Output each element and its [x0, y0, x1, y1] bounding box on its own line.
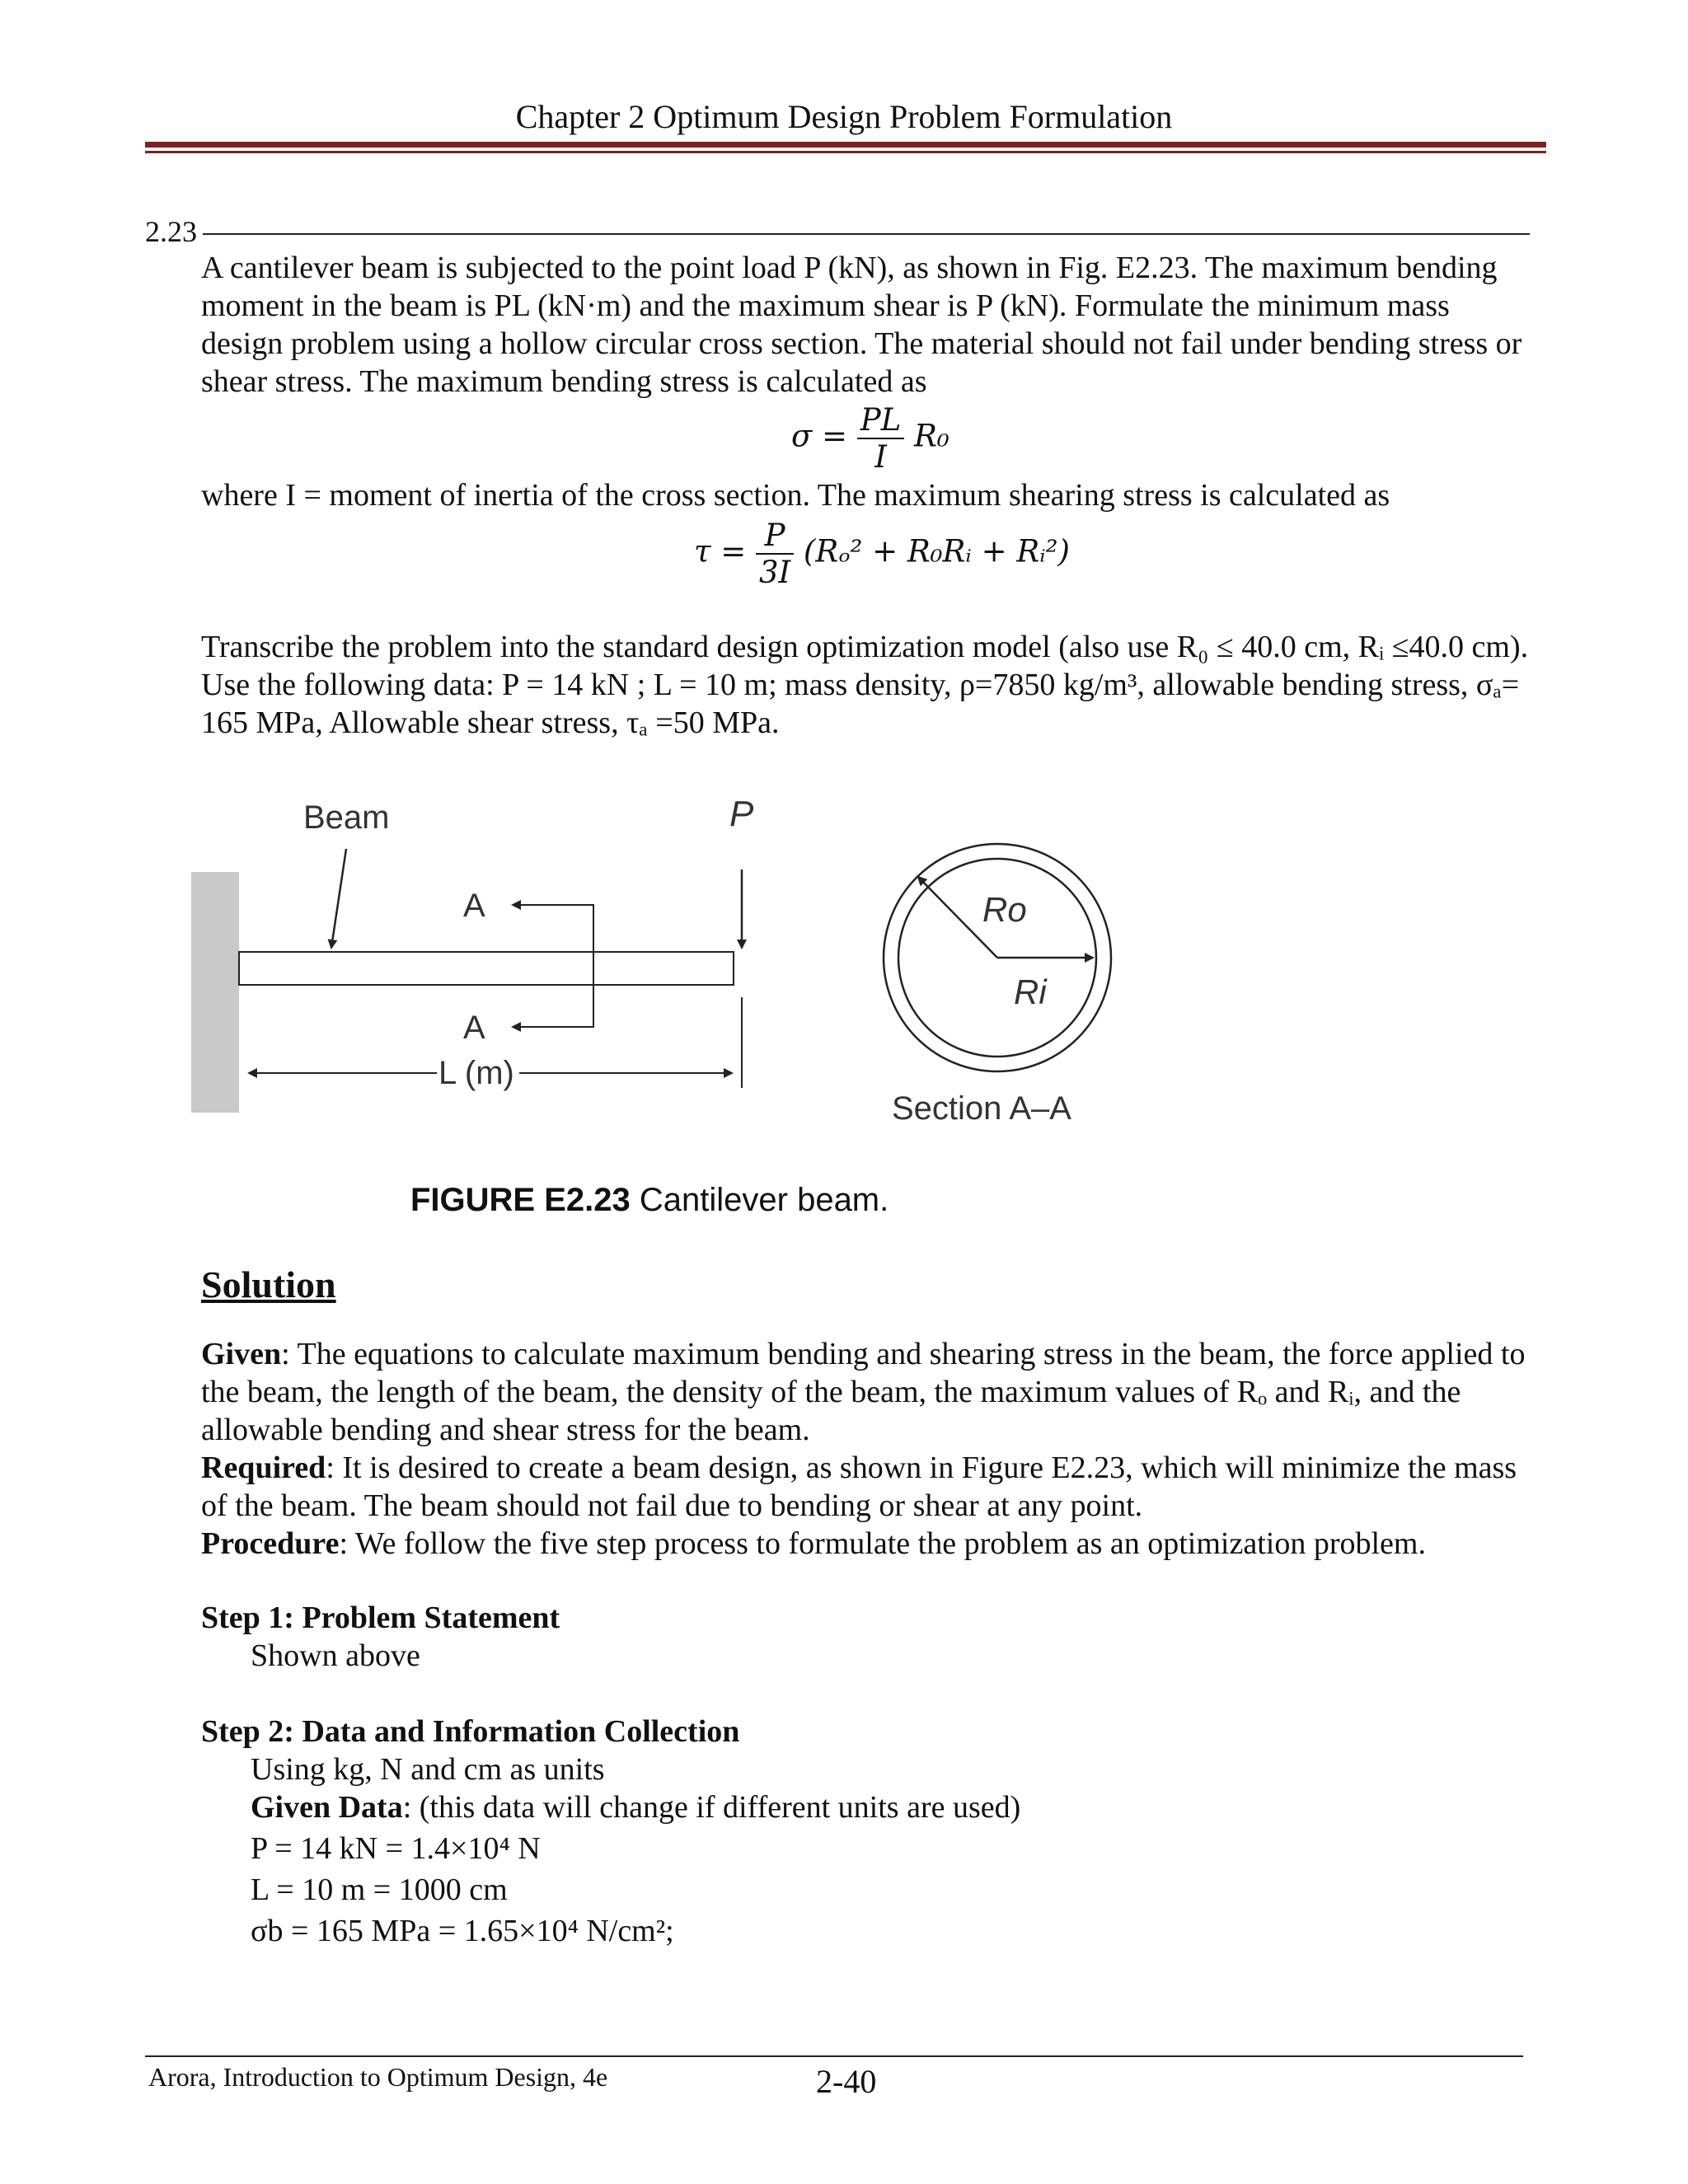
figure-caption-text: Cantilever beam. [630, 1182, 889, 1218]
header-rule-thick [145, 142, 1546, 148]
figure-caption [410, 1182, 889, 1219]
eq1-lhs: σ = [791, 418, 848, 454]
bending-stress-equation [791, 402, 950, 475]
eq2-numerator: P [756, 518, 794, 555]
footer-rule [145, 2055, 1523, 2057]
fixed-wall [191, 872, 239, 1113]
procedure-label: Procedure [201, 1526, 340, 1561]
solution-given [201, 1335, 1536, 1449]
section-label-top: A [463, 888, 485, 924]
eq2-fraction [756, 518, 794, 590]
length-label: L (m) [438, 1055, 514, 1091]
eq2-rhs: (Rₒ² + R₀Rᵢ + Rᵢ²) [803, 533, 1070, 569]
solution-heading: Solution [201, 1263, 336, 1305]
header-rule-thin [145, 151, 1546, 153]
page-header-title: Chapter 2 Optimum Design Problem Formulation [515, 98, 1173, 135]
given-data-line [201, 1788, 1536, 1826]
given-data-text: : (this data will change if different units are used) [402, 1790, 1021, 1825]
figure-caption-label: FIGURE E2.23 [410, 1182, 631, 1218]
footer-book-title: Arora, Introduction to Optimum Design, 4e [148, 2062, 608, 2092]
data-bending-stress: σb = 165 MPa = 1.65×10⁴ N/cm²; [251, 1914, 674, 1948]
required-text: : It is desired to create a beam design, as shown in Figure E2.23, which will minimize the mass of the beam. The beam should not fail due to bending or shear at any point. [201, 1451, 1517, 1523]
problem-paragraph-1: A cantilever beam is subjected to the point load P (kN), as shown in Fig. E2.23. The maximum bending moment in the beam is PL (kN·m) and the maximum shear is P (kN). Formulate the minimum mass design problem using a hollow circular cross section. The material should not fail under bending stress or shear stress. The maximum bending stress is calculated as [201, 251, 1522, 399]
cantilever-beam-figure [181, 775, 1170, 1137]
required-label: Required [201, 1451, 326, 1485]
beam-body [239, 952, 734, 985]
problem-paragraph-2: where I = moment of inertia of the cross section. The maximum shearing stress is calculated as [201, 478, 1390, 513]
eq2-lhs: τ = [694, 533, 747, 569]
load-label: P [729, 794, 754, 834]
problem-paragraph-3: Transcribe the problem into the standard design optimization model (also use R₀ ≤ 40.0 cm, Rᵢ ≤40.0 cm). Use the following data: P = 14 kN ; L = 10 m; mass density, ρ=7850 kg/m³, allowable bending stress, σₐ= 165 MPa, Allowable shear stress, τₐ =50 MPa. [201, 630, 1529, 740]
outer-radius-label: Ro [982, 890, 1027, 929]
step-1-text: Shown above [251, 1638, 420, 1673]
solution-procedure [201, 1525, 1536, 1563]
section-title: Section A–A [892, 1090, 1071, 1127]
problem-number: 2.23 [145, 215, 197, 248]
step-2-units: Using kg, N and cm as units [251, 1752, 605, 1787]
eq1-denominator: I [874, 439, 887, 475]
given-data-label: Given Data [251, 1790, 403, 1825]
step-2 [201, 1713, 1536, 1950]
procedure-text: : We follow the five step process to formulate the problem as an optimization problem. [339, 1526, 1426, 1561]
footer-page-number: 2-40 [816, 2063, 877, 2100]
eq1-rhs: R₀ [914, 418, 950, 454]
step-1-title: Step 1: Problem Statement [201, 1601, 560, 1635]
shear-stress-equation [694, 518, 1070, 590]
step-1 [201, 1599, 1536, 1675]
given-text: : The equations to calculate maximum bending and shearing stress in the beam, the force applied to the beam, the length of the beam, the density of the beam, the maximum values of Rₒ and Rᵢ, and the allowable bending and shear stress for the beam. [201, 1337, 1526, 1447]
beam-pointer-arrow [331, 849, 346, 948]
problem-divider [203, 233, 1530, 235]
eq1-fraction [857, 402, 904, 475]
data-load: P = 14 kN = 1.4×10⁴ N [251, 1831, 541, 1866]
beam-label: Beam [303, 799, 390, 836]
inner-radius-label: Ri [1014, 972, 1047, 1011]
eq2-denominator: 3I [759, 555, 791, 590]
eq1-numerator: PL [857, 402, 904, 439]
step-2-title: Step 2: Data and Information Collection [201, 1714, 740, 1749]
section-label-bottom: A [463, 1010, 485, 1046]
data-length: L = 10 m = 1000 cm [251, 1872, 508, 1907]
solution-required [201, 1449, 1536, 1525]
given-label: Given [201, 1337, 282, 1371]
